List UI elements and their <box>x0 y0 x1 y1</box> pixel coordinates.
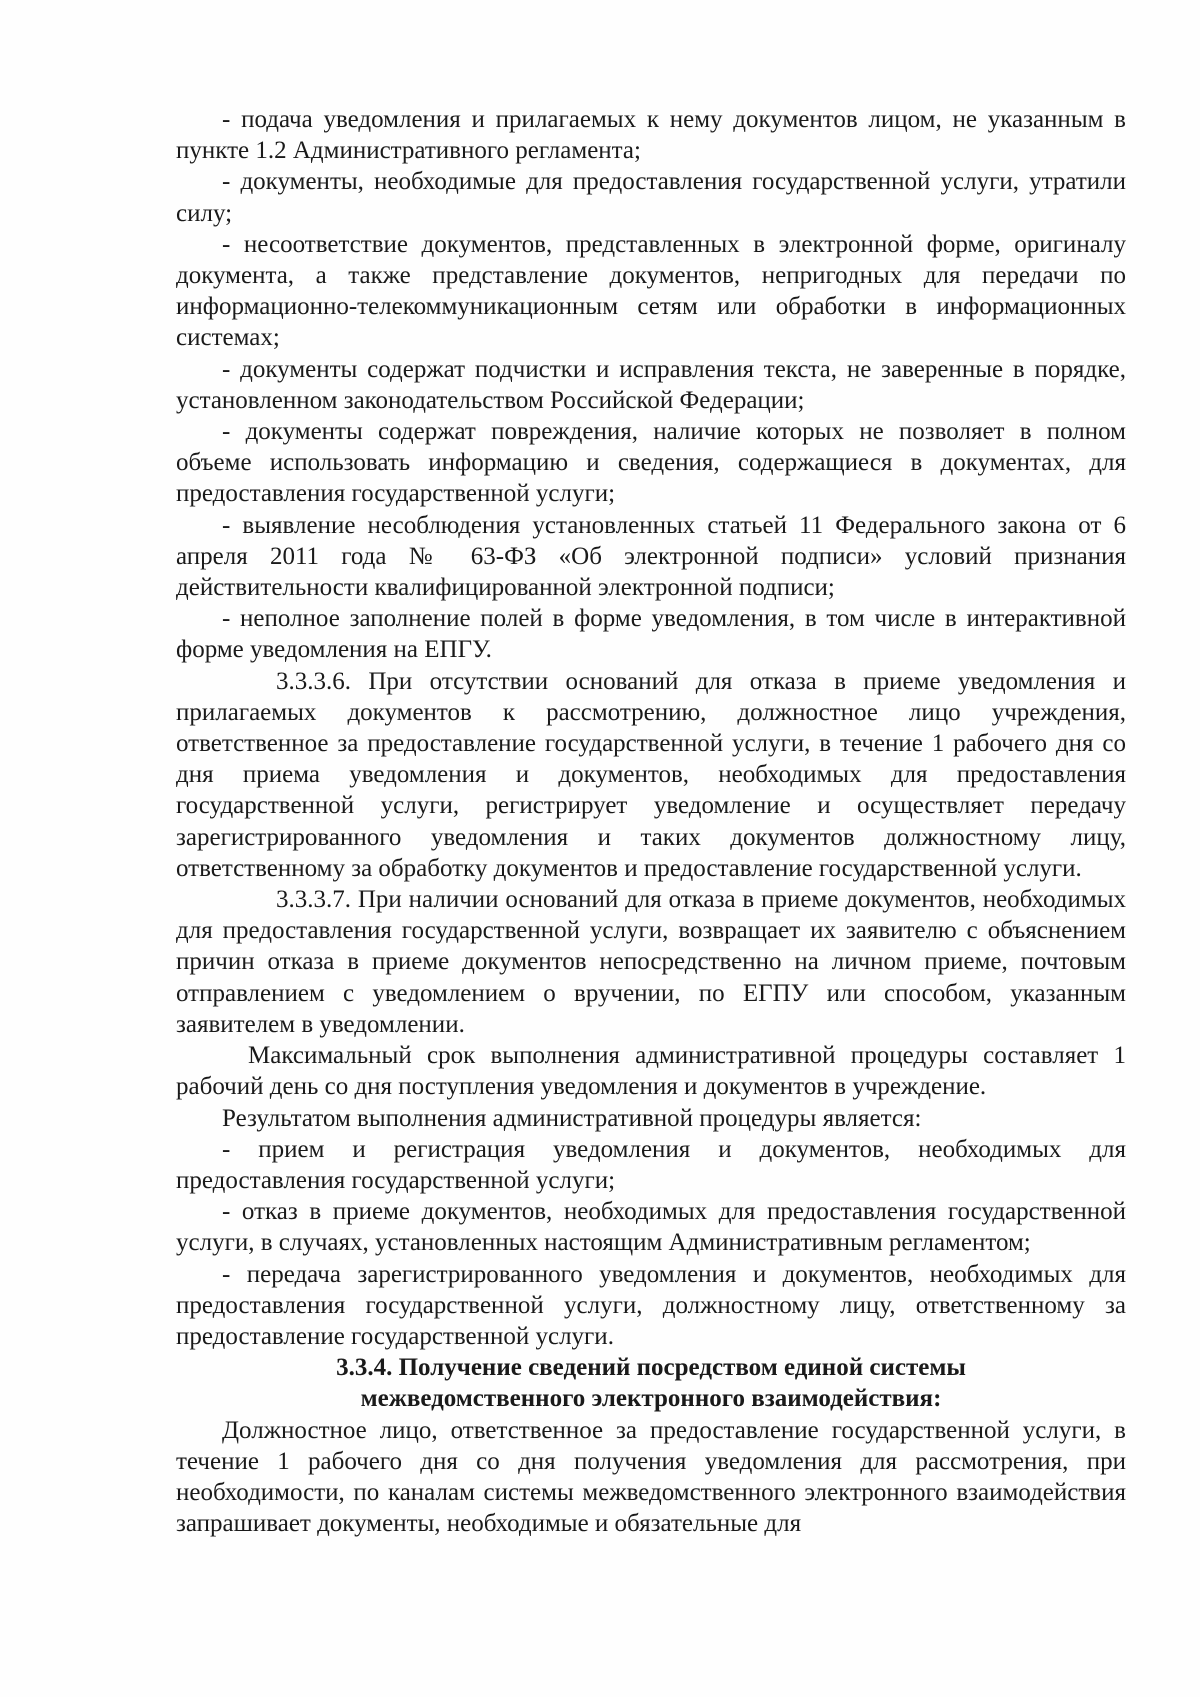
paragraph-3-3-3-7: 3.3.3.7. При наличии оснований для отказа в приеме документов, необходимых для предоставления государственной услуги, возвращает их заявителю с объяснением причин отказа в приеме документов непосредственно на личном приеме, почтовым отправлением с уведомлением о вручении, по ЕГПУ или способом, указанным заявителем в уведомлении. <box>176 886 1126 1038</box>
paragraph-3-3-3-6: 3.3.3.6. При отсутствии оснований для отказа в приеме уведомления и прилагаемых документов к рассмотрению, должностное лицо учреждения, ответственное за предоставление государственной услуги, в течение 1 рабочего дня со дня приема уведомления и документов, необходимых для предоставления государственной услуги, регистрирует уведомление и осуществляет передачу зарегистрированного уведомления и таких документов должностному лицу, ответственному за обработку документов и предоставление государственной услуги. <box>176 667 1126 882</box>
section-heading-line: 3.3.4. Получение сведений посредством единой системы <box>336 1354 966 1382</box>
result-item: - прием и регистрация уведомления и документов, необходимых для предоставления государственной услуги; <box>176 1135 1126 1194</box>
section-heading-line: межведомственного электронного взаимодействия: <box>360 1385 942 1413</box>
paragraph-max-term: Максимальный срок выполнения административной процедуры составляет 1 рабочий день со дня поступления уведомления и документов в учреждение. <box>176 1042 1126 1101</box>
document-body <box>176 104 1126 1539</box>
list-item: - подача уведомления и прилагаемых к нему документов лицом, не указанным в пункте 1.2 Административного регламента; <box>176 106 1126 165</box>
list-item: - документы, необходимые для предоставления государственной услуги, утратили силу; <box>176 168 1126 227</box>
paragraph-final: Должностное лицо, ответственное за предоставление государственной услуги, в течение 1 рабочего дня со дня получения уведомления для рассмотрения, при необходимости, по каналам системы межведомственного электронного взаимодействия запрашивает документы, необходимые и обязательные для <box>176 1416 1126 1538</box>
list-item: - документы содержат повреждения, наличие которых не позволяет в полном объеме использовать информацию и сведения, содержащиеся в документах, для предоставления государственной услуги; <box>176 418 1126 508</box>
paragraph-result-intro: Результатом выполнения административной процедуры является: <box>222 1104 922 1132</box>
result-item: - передача зарегистрированного уведомления и документов, необходимых для предоставления государственной услуги, должностному лицу, ответственному за предоставление государственной услуги. <box>176 1260 1126 1350</box>
list-item: - неполное заполнение полей в форме уведомления, в том числе в интерактивной форме уведомления на ЕПГУ. <box>176 605 1126 664</box>
section-heading-3-3-4 <box>176 1352 1126 1414</box>
list-item: - документы содержат подчистки и исправления текста, не заверенные в порядке, установленном законодательством Российской Федерации; <box>176 355 1126 414</box>
list-item: - выявление несоблюдения установленных статьей 11 Федерального закона от 6 апреля 2011 года № 63-ФЗ «Об электронной подписи» условий признания действительности квалифицированной электронной подписи; <box>176 511 1126 602</box>
list-item: - несоответствие документов, представленных в электронной форме, оригиналу документа, а также представление документов, непригодных для передачи по информационно-телекоммуникационным сетям или обработки в информационных системах; <box>176 230 1126 352</box>
result-item: - отказ в приеме документов, необходимых для предоставления государственной услуги, в случаях, установленных настоящим Административным регламентом; <box>176 1198 1126 1257</box>
